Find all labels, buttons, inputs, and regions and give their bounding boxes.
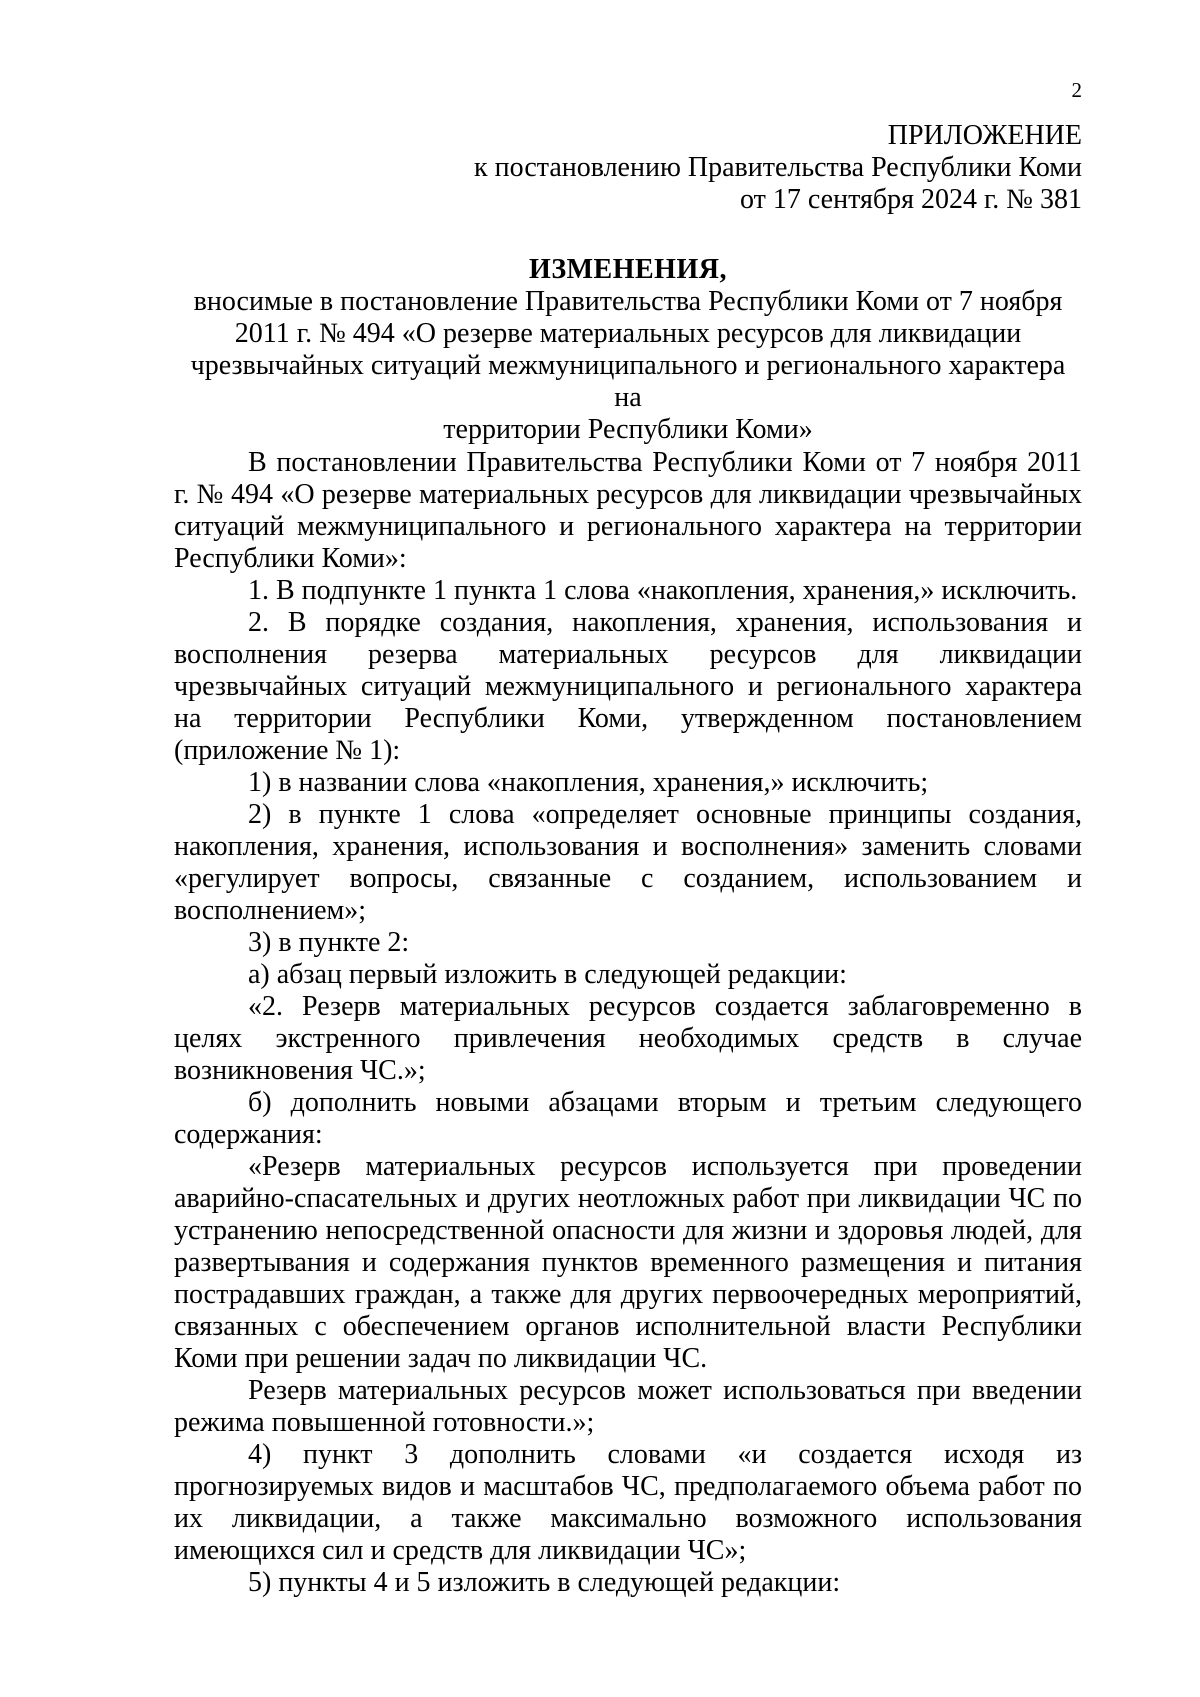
paragraph-subitem-3: 3) в пункте 2:	[248, 927, 410, 958]
paragraph-item-2: 2. В порядке создания, накопления, хранения, использования и восполнения резерва материальных ресурсов для ликвидации чрезвычайных ситуаций межмуниципального и регионального характера на территории Республики Коми, утвержденном постановлением (приложение № 1):	[174, 607, 1082, 766]
paragraph-intro: В постановлении Правительства Республики Коми от 7 ноября 2011 г. № 494 «О резерве материальных ресурсов для ликвидации чрезвычайных ситуаций межмуниципального и регионального характера на территории Республики Коми»:	[174, 447, 1082, 574]
paragraph-subitem-2: 2) в пункте 1 слова «определяет основные принципы создания, накопления, хранения, использования и восполнения» заменить словами «регулирует вопросы, связанные с созданием, использованием и восполнением»;	[174, 799, 1082, 926]
document-subtitle-line-1: вносимые в постановление Правительства Республики Коми от 7 ноября	[193, 286, 1063, 317]
document-subtitle-line-4: территории Республики Коми»	[443, 414, 813, 445]
paragraph-subitem-1: 1) в названии слова «накопления, хранения,» исключить;	[248, 767, 929, 798]
appendix-reference: к постановлению Правительства Республики Коми	[474, 152, 1082, 183]
paragraph-subitem-4: 4) пункт 3 дополнить словами «и создается исходя из прогнозируемых видов и масштабов ЧС, предполагаемого объема работ по их ликвидации, а также максимально возможного использования имеющихся сил и средств для ликвидации ЧС»;	[174, 1439, 1082, 1566]
paragraph-quote-reserve-use: «Резерв материальных ресурсов используется при проведении аварийно-спасательных и других неотложных работ при ликвидации ЧС по устранению непосредственной опасности для жизни и здоровья людей, для развертывания и содержания пунктов временного размещения и питания пострадавших граждан, а также для других первоочередных мероприятий, связанных с обеспечением органов исполнительной власти Республики Коми при решении задач по ликвидации ЧС.	[174, 1151, 1082, 1374]
document-subtitle-line-2: 2011 г. № 494 «О резерве материальных ресурсов для ликвидации	[234, 318, 1022, 349]
paragraph-subitem-3a: а) абзац первый изложить в следующей редакции:	[248, 959, 847, 990]
paragraph-quote-2: «2. Резерв материальных ресурсов создается заблаговременно в целях экстренного привлечения необходимых средств в случае возникновения ЧС.»;	[174, 991, 1082, 1086]
appendix-label: ПРИЛОЖЕНИЕ	[887, 120, 1082, 151]
document-title-block	[174, 254, 1082, 446]
paragraph-subitem-5: 5) пункты 4 и 5 изложить в следующей редакции:	[248, 1567, 841, 1598]
page-number: 2	[1071, 78, 1082, 102]
document-subtitle-line-3: чрезвычайных ситуаций межмуниципального и регионального характера на	[190, 350, 1066, 413]
paragraph-subitem-3b: б) дополнить новыми абзацами вторым и третьим следующего содержания:	[174, 1087, 1082, 1150]
appendix-date-number: от 17 сентября 2024 г. № 381	[740, 184, 1082, 215]
paragraph-item-1: 1. В подпункте 1 пункта 1 слова «накопления, хранения,» исключить.	[248, 575, 1078, 606]
document-title: ИЗМЕНЕНИЯ,	[529, 254, 727, 285]
appendix-header	[382, 120, 1082, 216]
document-body	[174, 447, 1082, 1599]
paragraph-quote-readiness: Резерв материальных ресурсов может использоваться при введении режима повышенной готовности.»;	[174, 1375, 1082, 1438]
